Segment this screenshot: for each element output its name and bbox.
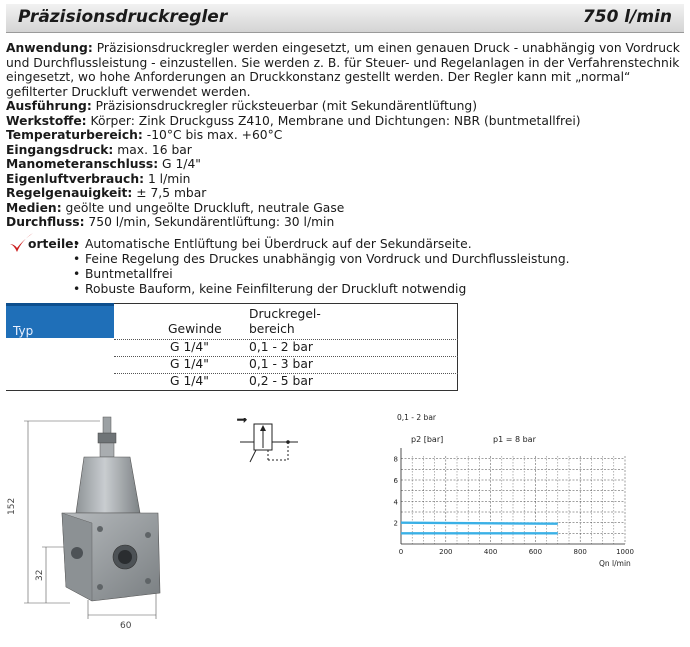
table-divider [114,303,458,304]
spec-temperatur [6,128,682,143]
table-cell-bereich: 0,1 - 2 bar [249,340,313,354]
spec-value: 750 l/min, Sekundärentlüftung: 30 l/min [88,215,335,229]
spec-value: Präzisionsdruckregler werden eingesetzt, um einen genauen Druck - unabhängig von Vordruck und Durchflussleistung - einzustellen. Sie werden z. B. für Steuer- und Regelanlagen in der Verfahrenstechnik eingesetzt, wo hohe Anforderungen an Druckkonstanz gestellt werden. Der Regler kann mit „normal“ gefilterter Druckluft verwendet werden. [6,41,680,99]
spec-value: Präzisionsdruckregler rücksteuerbar (mit Sekundärentlüftung) [95,99,478,113]
table-cell-gewinde: G 1/4" [170,340,209,354]
spec-werkstoffe [6,114,682,129]
chart-x-tick-label: 200 [439,548,453,556]
product-table [6,303,458,391]
page-header [6,4,684,33]
dim-label-height: 152 [7,497,17,515]
dim-label-port: 32 [35,569,45,581]
spec-value: geölte und ungeölte Druckluft, neutrale Gase [65,200,345,215]
spec-label: Manometeranschluss: [6,157,159,171]
gewinde-header: Gewinde [168,322,222,336]
spec-label: Durchfluss: [6,215,85,229]
spec-label: Temperaturbereich: [6,128,143,142]
chart-x-tick-label: 600 [528,548,543,556]
spec-value: G 1/4" [162,157,201,171]
typ-header-cell [6,303,114,338]
chart-x-tick-label: 0 [398,548,404,556]
spec-eingangsdruck [6,143,682,158]
spec-label: Eigenluftverbrauch: [6,171,145,186]
chart-title: 0,1 - 2 bar [397,413,436,422]
spec-label: Ausführung: [6,99,92,113]
spec-label: Eingangsdruck: [6,142,114,157]
list-item: • Buntmetallfrei [73,267,570,282]
spec-value: ± 7,5 mbar [136,186,207,200]
spec-eigenluft [6,172,682,187]
advantages-list [73,237,570,297]
chart-x-tick-label: 800 [573,548,587,556]
chart-y-tick-label: 8 [393,455,398,464]
spec-label: Anwendung: [6,41,93,55]
spec-value: -10°C bis max. +60°C [146,128,283,142]
spec-medien [6,201,682,216]
chart-y-tick-label: 4 [393,498,398,507]
chart-y-tick-label: 6 [393,477,398,485]
bereich-header-line2: bereich [249,322,295,336]
pneumatic-symbol-icon [236,418,308,470]
spec-label: Regelgenauigkeit: [6,186,133,200]
table-divider [457,303,458,390]
spec-value: 1 l/min [147,171,191,186]
spec-anwendung [6,41,682,99]
specification-block [6,41,682,230]
regulator-drawing [0,395,240,647]
list-item: • Feine Regelung des Druckes unabhängig von Vordruck und Durchflussleistung. [73,252,570,267]
chart-y-tick-label: 2 [393,519,398,528]
spec-label: Medien: [6,200,62,215]
dim-label-width: 60 [120,621,132,631]
chart-series-line [401,523,558,524]
chart-ylabel: p2 [bar] [411,435,444,444]
spec-value: max. 16 bar [117,142,192,157]
typ-header: Typ [13,324,34,338]
bereich-header-line1: Druckregel- [249,307,321,321]
list-item: • Robuste Bauform, keine Feinfilterung der Druckluft notwendig [73,282,570,297]
table-cell-gewinde: G 1/4" [170,357,209,371]
spec-durchfluss [6,215,682,230]
spec-ausfuehrung [6,99,682,114]
chart-xlabel: Qn l/min [599,559,631,568]
flow-characteristic-chart [385,408,685,580]
table-cell-gewinde: G 1/4" [170,374,209,388]
table-cell-bereich: 0,1 - 3 bar [249,357,313,371]
spec-label: Werkstoffe: [6,113,87,128]
spec-value: Körper: Zink Druckguss Z410, Membrane und Dichtungen: NBR (buntmetallfrei) [90,113,581,128]
chart-annotation: p1 = 8 bar [493,435,536,444]
list-item: • Automatische Entlüftung bei Überdruck auf der Sekundärseite. [73,237,570,252]
spec-genauigkeit [6,186,682,201]
flow-rating: 750 l/min [582,7,672,27]
chart-plot-area [394,448,634,556]
spec-manometer [6,157,682,172]
chart-x-tick-label: 1000 [616,548,634,556]
table-cell-bereich: 0,2 - 5 bar [249,374,313,388]
product-title: Präzisionsdruckregler [18,7,228,27]
advantages-label: orteile: [28,237,79,251]
chart-x-tick-label: 400 [483,548,498,556]
